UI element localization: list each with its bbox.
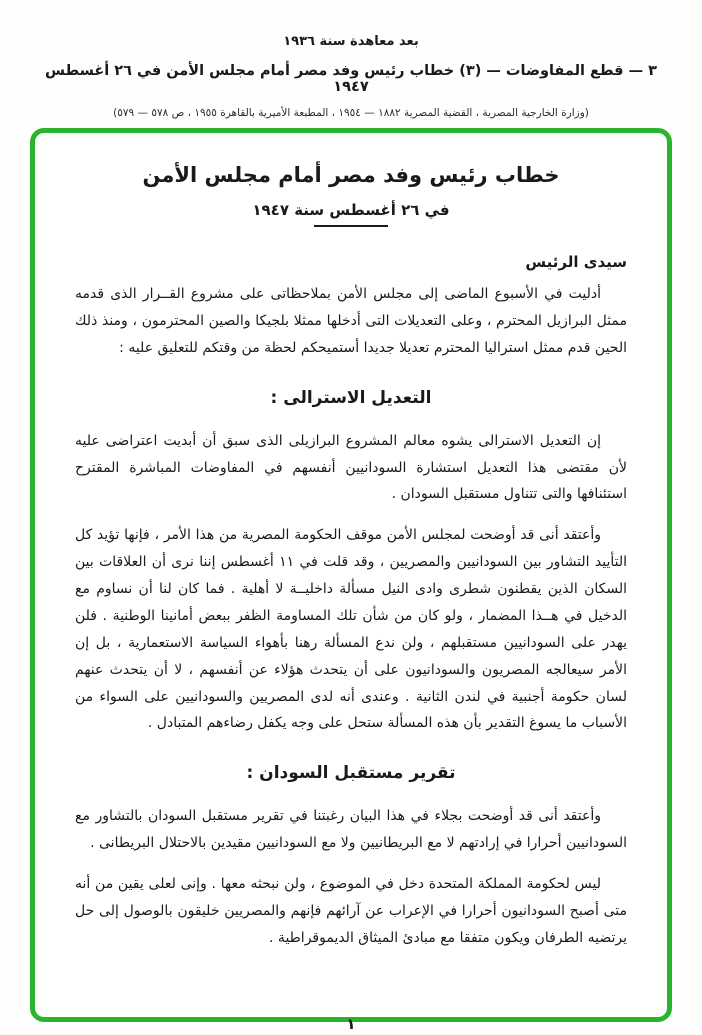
section-heading-sudan-future: تقرير مستقبل السودان :	[246, 763, 456, 784]
section2-paragraph-1: وأعتقد أنى قد أوضحت بجلاء في هذا البيان رغبتنا في تقرير مستقبل السودان بالتشاور مع السودانيين أحرارا في إرادتهم لا مع البريطانيين ولا مع السودانيين مقيدين بالاحتلال البريطانى .	[75, 808, 627, 852]
document-scan-frame	[30, 128, 672, 1022]
section1-paragraph-1: إن التعديل الاسترالى يشوه معالم المشروع البرازيلى الذى سبق أن أبديت اعتراضى عليه لأن مقتضى هذا التعديل استشارة السودانيين أنفسهم في المفاوضات المباشرة المقترح استئنافها والتى تتناول مستقبل السودان .	[75, 432, 627, 503]
intro-paragraph: أدليت في الأسبوع الماضى إلى مجلس الأمن بملاحظاتى على مشروع القــرار الذى قدمه ممثل البرازيل المحترم ، وعلى التعديلات التى أدخلها ممثلا بلجيكا والصين المحترمون ، ومنذ ذلك الحين قدم ممثل استراليا المحترم تعديلا جديدا أستميحكم لحظة من وقتكم للتعليق عليه :	[75, 286, 627, 356]
header-source-citation: (وزارة الخارجية المصرية ، القضية المصرية ١٨٨٢ — ١٩٥٤ ، المطبعة الأميرية بالقاهرة ١٩٥٥ ، ص ٥٧٨ — ٥٧٩)	[113, 107, 589, 119]
header-treaty-line: بعد معاهدة سنة ١٩٣٦	[283, 34, 419, 49]
page-number: ١	[346, 1015, 356, 1033]
section1-paragraph-2: وأعتقد أنى قد أوضحت لمجلس الأمن موقف الحكومة المصرية من هذا الأمر ، فإنها تؤيد كل التأييد التشاور بين السودانيين والمصريين ، وقد قلت في ١١ أغسطس إننا نرى أن العلاقات بين السكان الذين يقطنون شطرى وادى النيل مسألة داخليــة لا أهلية . فما كان لنا أن نساوم مع الدخيل في هــذا المضمار ، ولو كان من شأن تلك المساومة الظفر ببعض أمانينا الوطنية . فلن يهدر على السودانيين مستقبلهم ، ولن ندع المسألة رهنا بأهواء السياسة الاستعمارية ، بل إن الأمر سيعالجه المصريون والسودانيون على أن يتحدث هؤلاء عن أنفسهم ، لا أن يتحدث عنهم لسان حكومة أجنبية في لندن الثانية . وعندى أنه لدى المصريين والسودانيين على السواء من الأسباب ما يسوغ التقدير بأن هذه المسألة ستحل على وجه يكفل رضاءهم المتبادل .	[75, 527, 627, 732]
subtitle-underline-rule	[314, 225, 388, 227]
document-subtitle-date: في ٢٦ أغسطس سنة ١٩٤٧	[252, 201, 450, 219]
salutation-line: سيدى الرئيس	[525, 253, 627, 271]
document-title: خطاب رئيس وفد مصر أمام مجلس الأمن	[142, 163, 560, 187]
header-document-heading: ٣ — قطع المفاوضات — (٣) خطاب رئيس وفد مصر أمام مجلس الأمن في ٢٦ أغسطس ١٩٤٧	[44, 63, 658, 95]
section2-paragraph-2: ليس لحكومة المملكة المتحدة دخل في الموضوع ، ولن نبحثه معها . وإنى لعلى يقين من أنه متى أصبح السودانيون أحرارا في الإعراب عن آرائهم فإنهم والمصريين خليقون بالوصول إلى حل يرتضيه الطرفان ويكون متفقا مع مبادئ الميثاق الديموقراطية .	[75, 876, 627, 946]
section-heading-australian-amendment: التعديل الاسترالى :	[270, 387, 432, 408]
page-header	[0, 0, 702, 119]
